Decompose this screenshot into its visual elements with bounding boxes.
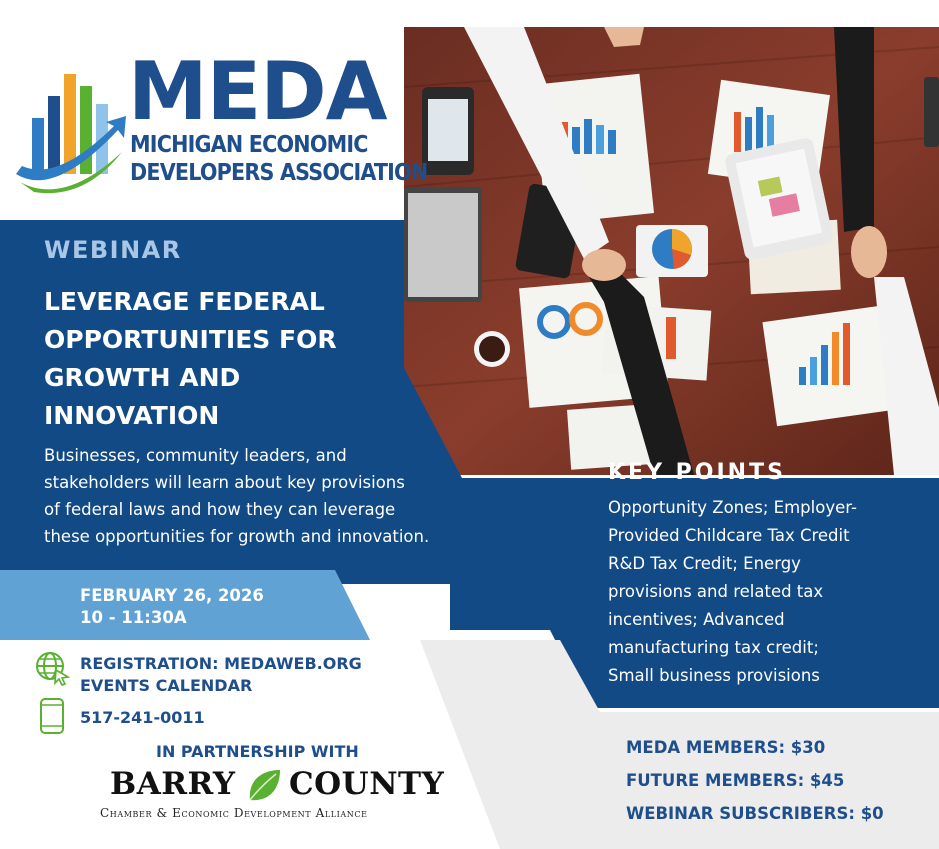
description-line: Businesses, community leaders, and bbox=[44, 446, 347, 465]
price-future-members: FUTURE MEMBERS: $45 bbox=[626, 771, 845, 790]
event-time: 10 - 11:30A bbox=[80, 608, 187, 627]
headline-line: LEVERAGE FEDERAL bbox=[44, 287, 325, 316]
logo-subtitle-line1: MICHIGAN ECONOMIC bbox=[130, 132, 368, 158]
key-point-line: Provided Childcare Tax Credit bbox=[608, 526, 850, 545]
logo-wordmark: MEDA bbox=[128, 45, 387, 138]
partnership-label: IN PARTNERSHIP WITH bbox=[156, 742, 359, 761]
key-points-title: KEY POINTS bbox=[608, 460, 786, 485]
phone-number[interactable]: 517-241-0011 bbox=[80, 708, 205, 727]
registration-link-line2[interactable]: EVENTS CALENDAR bbox=[80, 676, 253, 695]
price-meda-members: MEDA MEMBERS: $30 bbox=[626, 738, 826, 757]
partner-name-right: COUNTY bbox=[289, 766, 445, 802]
globe-cursor-icon bbox=[34, 650, 70, 686]
key-point-line: R&D Tax Credit; Energy bbox=[608, 554, 801, 573]
event-date: FEBRUARY 26, 2026 bbox=[80, 586, 264, 605]
key-point-line: manufacturing tax credit; bbox=[608, 638, 819, 657]
partner-name-left: BARRY bbox=[110, 766, 236, 802]
description-line: stakeholders will learn about key provisions bbox=[44, 473, 405, 492]
key-point-line: Opportunity Zones; Employer- bbox=[608, 498, 857, 517]
leaf-icon bbox=[244, 766, 284, 806]
key-point-line: provisions and related tax bbox=[608, 582, 824, 601]
price-webinar-subscribers: WEBINAR SUBSCRIBERS: $0 bbox=[626, 804, 884, 823]
description-line: of federal laws and how they can leverage bbox=[44, 500, 396, 519]
registration-link[interactable]: REGISTRATION: MEDAWEB.ORG bbox=[80, 654, 362, 673]
partner-subtitle: Chamber & Economic Development Alliance bbox=[100, 806, 368, 820]
event-type-label: WEBINAR bbox=[44, 236, 182, 264]
meda-logo-mark bbox=[14, 66, 126, 194]
phone-icon bbox=[38, 698, 66, 734]
logo-subtitle-line2: DEVELOPERS ASSOCIATION bbox=[130, 160, 428, 186]
headline-line: GROWTH AND bbox=[44, 363, 241, 392]
headline-line: OPPORTUNITIES FOR bbox=[44, 325, 337, 354]
description-line: these opportunities for growth and innovation. bbox=[44, 527, 430, 546]
key-point-line: incentives; Advanced bbox=[608, 610, 785, 629]
headline-line: INNOVATION bbox=[44, 401, 220, 430]
key-point-line: Small business provisions bbox=[608, 666, 820, 685]
